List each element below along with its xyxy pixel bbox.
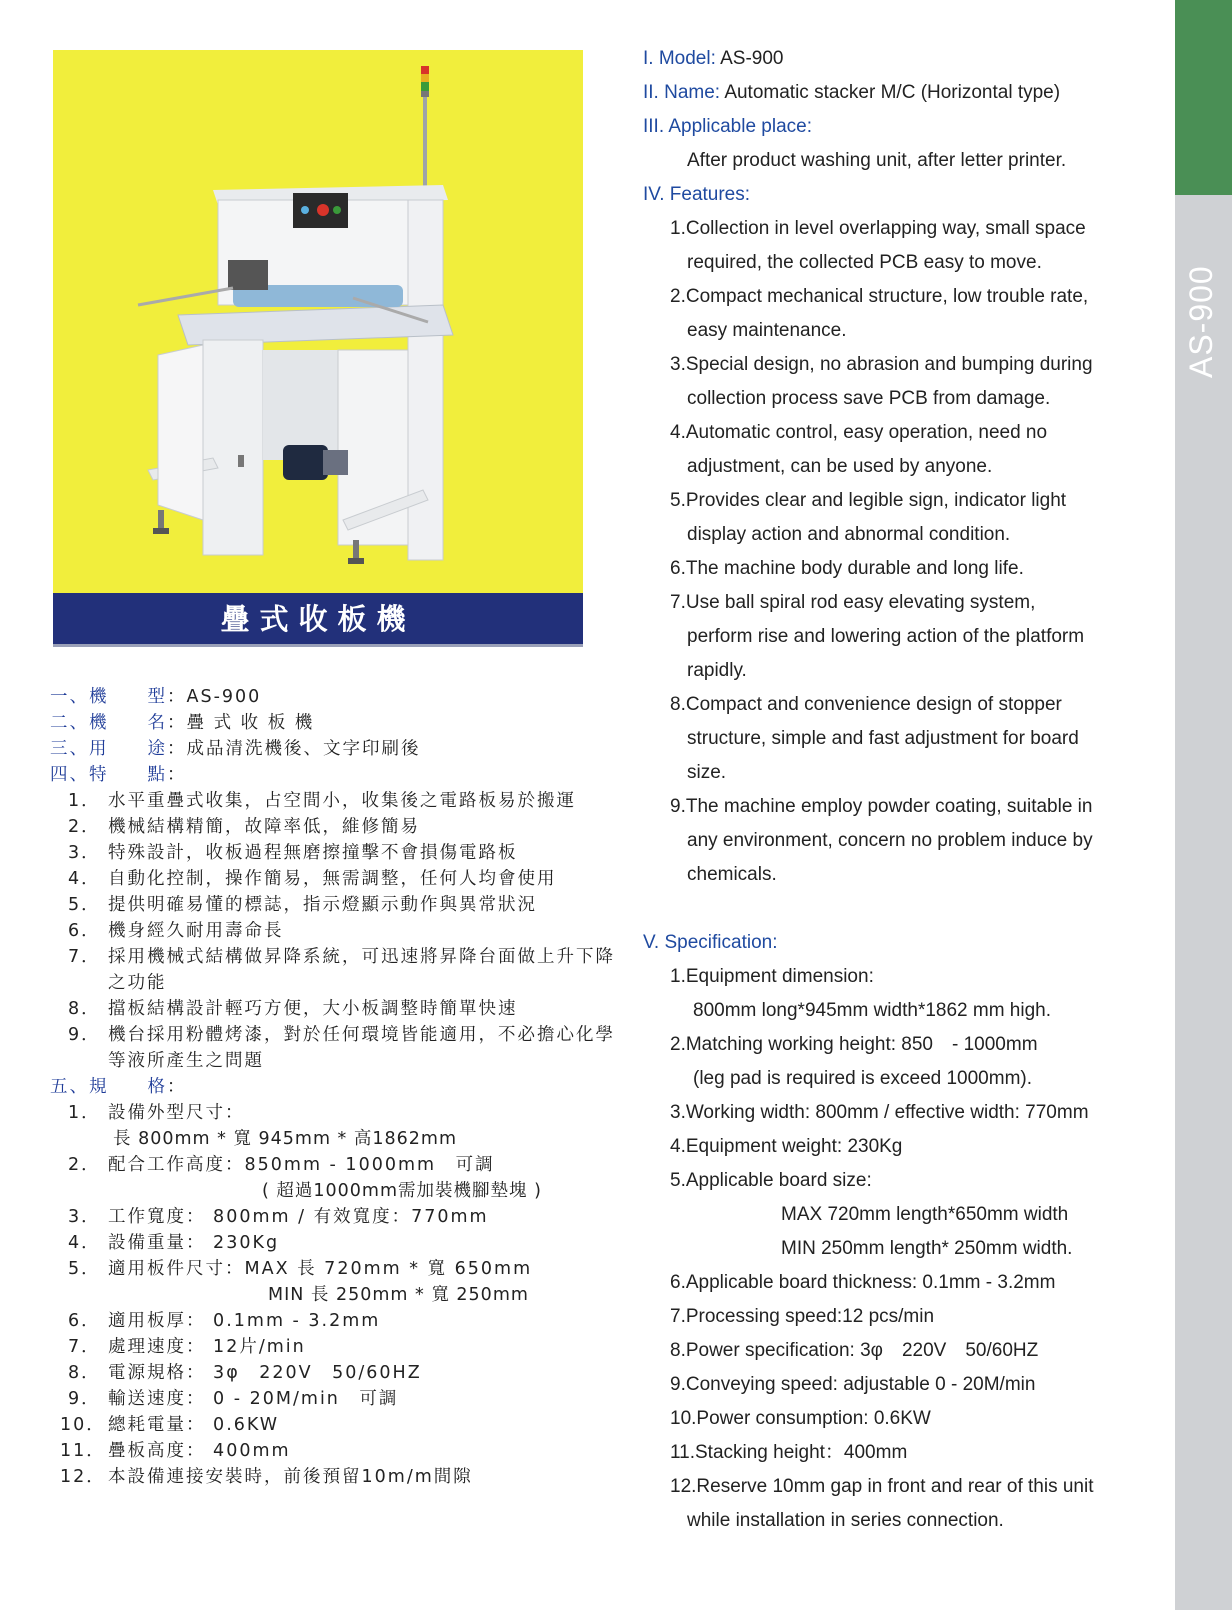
en-spec-line: MAX 720mm length*650mm width	[781, 1204, 1069, 1225]
zh-feature-item: 5． 提供明確易懂的標誌，指示燈顯示動作與異常狀況	[68, 895, 537, 915]
side-band-accent	[1175, 0, 1232, 195]
zh-feature-item: 4． 自動化控制，操作簡易，無需調整，任何人均會使用	[68, 869, 557, 889]
zh-feature-item: 8． 擋板結構設計輕巧方便，大小板調整時簡單快速	[68, 999, 518, 1019]
en-spec-line: 8.Power specification: 3φ 220V 50/60HZ	[670, 1340, 1039, 1361]
zh-spec-item: 8． 電源規格： 3φ 220V 50/60HZ	[68, 1363, 422, 1383]
en-feature-line: 8.Compact and convenience design of stopper	[670, 694, 1062, 715]
en-spec-line: 2.Matching working height: 850 - 1000mm	[670, 1034, 1038, 1055]
zh-feature-item: 2． 機械結構精簡，故障率低，維修簡易	[68, 817, 420, 837]
caption-bar	[53, 593, 583, 647]
zh-feature-item: 6． 機身經久耐用壽命長	[68, 921, 284, 941]
zh-spec-heading: 五、規 格：	[50, 1077, 187, 1097]
chinese-spec-list	[50, 684, 630, 1490]
en-feature-line: adjustment, can be used by anyone.	[687, 456, 993, 477]
en-spec-line: 10.Power consumption: 0.6KW	[670, 1408, 931, 1429]
zh-spec-detail: MIN 長 250mm * 寬 250mm	[268, 1285, 529, 1305]
en-feature-line: any environment, concern no problem induce by	[687, 830, 1093, 851]
en-spec-line: 9.Conveying speed: adjustable 0 - 20M/min	[670, 1374, 1036, 1395]
zh-spec-item: 3． 工作寬度： 800mm / 有效寬度：770mm	[68, 1207, 489, 1227]
product-photo	[53, 50, 583, 593]
en-feature-line: easy maintenance.	[687, 320, 847, 341]
zh-use-row: 三、用 途：成品清洗機後、文字印刷後	[50, 739, 421, 759]
en-feature-line: 2.Compact mechanical structure, low trouble rate,	[670, 286, 1089, 307]
en-spec-line: 3.Working width: 800mm / effective width: 770mm	[670, 1102, 1089, 1123]
en-spec-line: 1.Equipment dimension:	[670, 966, 874, 987]
zh-features-heading: 四、特 點：	[50, 765, 187, 785]
en-name-row: II. Name: Automatic stacker M/C (Horizontal type)	[643, 82, 1061, 103]
zh-spec-item: 1． 設備外型尺寸：	[68, 1103, 245, 1123]
en-spec-line: MIN 250mm length* 250mm width.	[781, 1238, 1073, 1259]
zh-spec-item: 6． 適用板厚： 0.1mm - 3.2mm	[68, 1311, 381, 1331]
zh-feature-item: 9． 機台採用粉體烤漆，對於任何環境皆能適用，不必擔心化學等液所產生之問題	[68, 1025, 615, 1071]
en-feature-line: display action and abnormal condition.	[687, 524, 1011, 545]
en-features-heading: IV. Features:	[643, 184, 751, 205]
en-spec-line: 12.Reserve 10mm gap in front and rear of this unit	[670, 1476, 1094, 1497]
zh-name-row: 二、機 名：疊 式 收 板 機	[50, 713, 315, 733]
en-feature-line: 3.Special design, no abrasion and bumping during	[670, 354, 1093, 375]
zh-spec-item: 11． 疊板高度： 400mm	[60, 1441, 291, 1461]
zh-spec-item: 5． 適用板件尺寸：MAX 長 720mm * 寬 650mm	[68, 1259, 533, 1279]
en-feature-line: 6.The machine body durable and long life.	[670, 558, 1024, 579]
en-feature-line: 5.Provides clear and legible sign, indicator light	[670, 490, 1067, 511]
en-spec-line: 800mm long*945mm width*1862 mm high.	[693, 1000, 1052, 1021]
en-place-heading: III. Applicable place:	[643, 116, 812, 137]
en-spec-heading: V. Specification:	[643, 932, 778, 953]
en-spec-line: 7.Processing speed:12 pcs/min	[670, 1306, 935, 1327]
zh-model-row: 一、機 型：AS-900	[50, 687, 262, 707]
en-spec-line: 5.Applicable board size:	[670, 1170, 872, 1191]
zh-spec-item: 12． 本設備連接安裝時，前後預留10m/m間隙	[60, 1467, 473, 1487]
en-spec-line: 4.Equipment weight: 230Kg	[670, 1136, 903, 1157]
zh-feature-item: 3． 特殊設計，收板過程無磨擦撞擊不會損傷電路板	[68, 843, 518, 863]
zh-spec-item: 10． 總耗電量： 0.6KW	[60, 1415, 280, 1435]
en-feature-line: required, the collected PCB easy to move.	[687, 252, 1042, 273]
en-place-value: After product washing unit, after letter printer.	[687, 150, 1067, 171]
en-spec-line: (leg pad is required is exceed 1000mm).	[693, 1068, 1033, 1089]
zh-spec-detail: 長 800mm * 寬 945mm * 高1862mm	[113, 1129, 457, 1149]
side-model-label: AS-900	[1183, 265, 1219, 378]
en-feature-line: 9.The machine employ powder coating, suitable in	[670, 796, 1093, 817]
zh-feature-item: 1． 水平重疊式收集，占空間小，收集後之電路板易於搬運	[68, 791, 576, 811]
en-feature-line: rapidly.	[687, 660, 747, 681]
en-feature-line: 7.Use ball spiral rod easy elevating system,	[670, 592, 1036, 613]
zh-spec-item: 9． 輸送速度： 0 - 20M/min 可調	[68, 1389, 399, 1409]
en-feature-line: chemicals.	[687, 864, 777, 885]
zh-spec-detail: ( 超過1000mm需加裝機腳墊塊 )	[262, 1181, 542, 1201]
en-feature-line: 1.Collection in level overlapping way, small space	[670, 218, 1086, 239]
en-feature-line: collection process save PCB from damage.	[687, 388, 1051, 409]
en-spec-line: 6.Applicable board thickness: 0.1mm - 3.2mm	[670, 1272, 1056, 1293]
caption-title: 疊式收板機	[220, 602, 416, 636]
stacker-machine-illustration	[53, 50, 583, 593]
en-feature-line: size.	[687, 762, 727, 783]
zh-feature-item: 7． 採用機械式結構做昇降系統，可迅速將昇降台面做上升下降之功能	[68, 947, 615, 993]
zh-spec-item: 2． 配合工作高度：850mm - 1000mm 可調	[68, 1155, 495, 1175]
en-feature-line: 4.Automatic control, easy operation, need no	[670, 422, 1048, 443]
en-spec-line: while installation in series connection.	[687, 1510, 1004, 1531]
zh-spec-item: 4． 設備重量： 230Kg	[68, 1233, 280, 1253]
english-spec-list	[643, 42, 1163, 1538]
en-feature-line: perform rise and lowering action of the platform	[687, 626, 1085, 647]
en-feature-line: structure, simple and fast adjustment for board	[687, 728, 1079, 749]
en-spec-line: 11.Stacking height：400mm	[670, 1442, 908, 1463]
en-model-row: I. Model: AS-900	[643, 48, 784, 69]
zh-spec-item: 7． 處理速度： 12片/min	[68, 1337, 306, 1357]
